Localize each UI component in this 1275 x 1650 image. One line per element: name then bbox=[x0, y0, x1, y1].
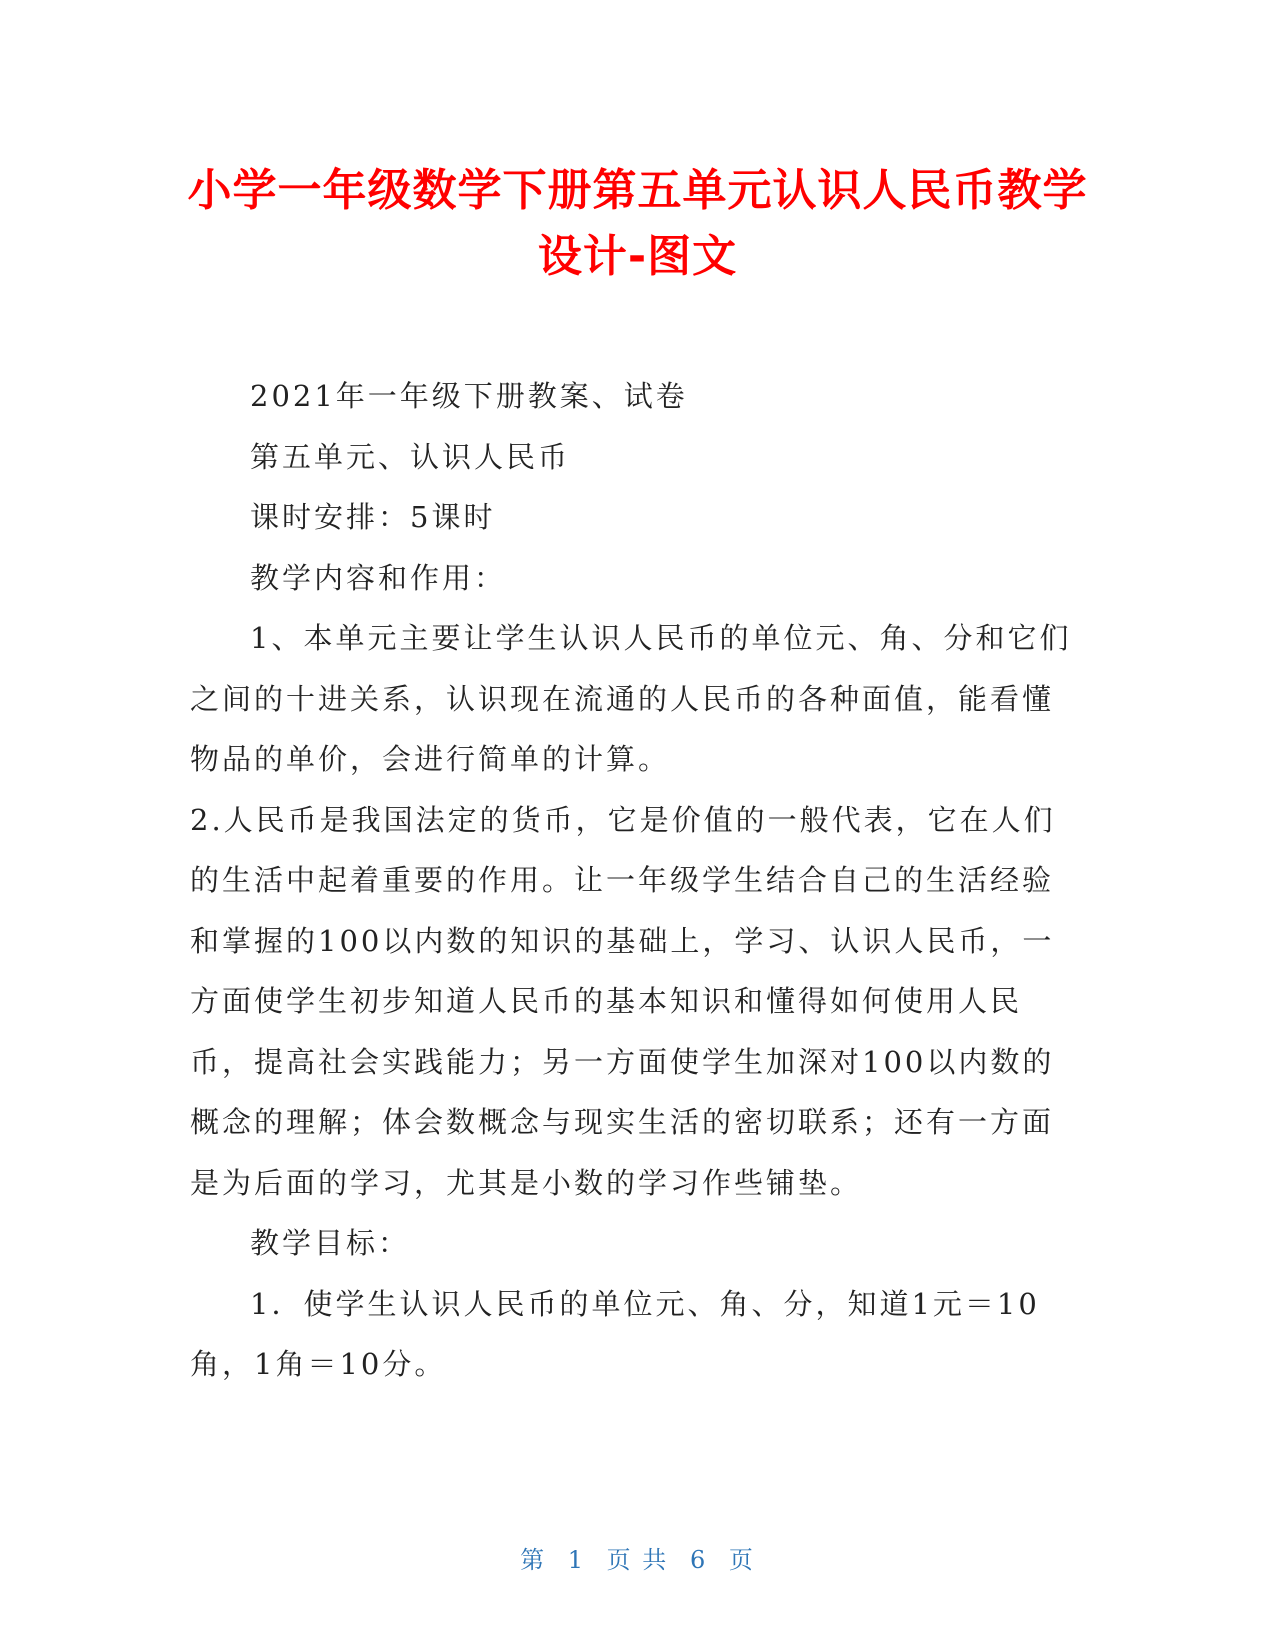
footer-middle: 页 共 bbox=[606, 1546, 669, 1574]
paragraph-content-1: 1、本单元主要让学生认识人民币的单位元、角、分和它们之间的十进关系，认识现在流通的人民币的各种面值，能看懂物品的单价，会进行简单的计算。 bbox=[190, 621, 1072, 776]
page-footer bbox=[0, 1540, 1275, 1575]
paragraph-content-heading: 教学内容和作用： bbox=[250, 560, 507, 595]
paragraph-content-2: 2.人民币是我国法定的货币，它是价值的一般代表，它在人们的生活中起着重要的作用。让一年级学生结合自己的生活经验和掌握的100以内数的知识的基础上，学习、认识人民币，一方面使学生初步知道人民币的基本知识和懂得如何使用人民币，提高社会实践能力；另一方面使学生加深对100以内数的概念的理解；体会数概念与现实生活的密切联系；还有一方面是为后面的学习，尤其是小数的学习作些铺垫。 bbox=[190, 802, 1056, 1200]
document-body bbox=[190, 366, 1080, 1395]
footer-total-pages: 6 bbox=[689, 1546, 708, 1574]
document-title bbox=[170, 158, 1105, 290]
title-line-1: 小学一年级数学下册第五单元认识人民币教学 bbox=[187, 165, 1088, 216]
footer-prefix: 第 bbox=[520, 1546, 547, 1574]
footer-suffix: 页 bbox=[728, 1546, 755, 1574]
paragraph-goal-1: 1．使学生认识人民币的单位元、角、分，知道1元＝10角，1角＝10分。 bbox=[190, 1286, 1040, 1381]
paragraph-goals-heading: 教学目标： bbox=[250, 1226, 411, 1260]
paragraph-schedule: 课时安排：5课时 bbox=[250, 500, 496, 534]
paragraph-header: 2021年一年级下册教案、试卷 bbox=[250, 379, 688, 413]
title-line-2: 设计-图文 bbox=[537, 231, 738, 282]
paragraph-unit: 第五单元、认识人民币 bbox=[250, 439, 571, 474]
footer-current-page: 1 bbox=[567, 1546, 586, 1574]
